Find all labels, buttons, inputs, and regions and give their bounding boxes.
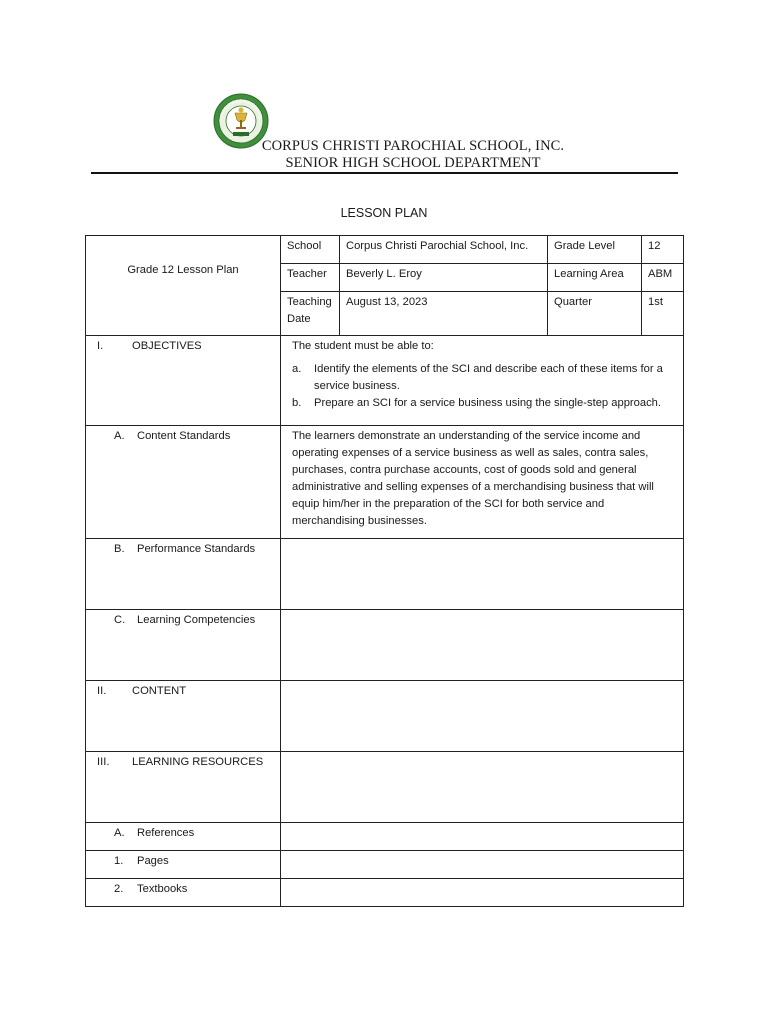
learning-competencies-heading: C. Learning Competencies: [114, 614, 256, 626]
teacher-label: Teacher: [287, 268, 327, 280]
teaching-date-label: Teaching Date: [287, 296, 332, 325]
objectives-list: [281, 361, 683, 412]
learning-resources-cell: [281, 752, 684, 823]
performance-standards-cell: [281, 539, 684, 610]
grade-level-label: Grade Level: [554, 240, 615, 252]
lesson-plan-table: [85, 235, 684, 907]
teaching-date-value: August 13, 2023: [346, 296, 428, 308]
content-standards-heading: A. Content Standards: [114, 430, 231, 442]
content-standards-text: The learners demonstrate an understanding of the service income and operating expenses of a service business as well as sales, contra sales, purchases, contra purchase accounts, cost of goods sold and general administrative and selling expenses of a merchandising business that will equip him/her in the preparation of the SCI for both service and merchandising businesses.: [292, 430, 654, 527]
performance-standards-heading: B. Performance Standards: [114, 543, 256, 555]
learning-competencies-cell: [281, 610, 684, 681]
school-name: CORPUS CHRISTI PAROCHIAL SCHOOL, INC.: [261, 138, 565, 154]
pages-heading: 1. Pages: [114, 855, 169, 867]
learning-area-label: Learning Area: [554, 268, 624, 280]
grade-level-value: 12: [648, 240, 661, 252]
school-label: School: [287, 240, 322, 252]
textbooks-cell: [281, 879, 684, 907]
textbooks-heading: 2. Textbooks: [114, 883, 188, 895]
objectives-heading: I. OBJECTIVES: [86, 336, 280, 355]
objectives-title: OBJECTIVES: [132, 340, 202, 352]
learning-area-value: ABM: [648, 268, 673, 280]
learning-resources-heading: III. LEARNING RESOURCES: [97, 756, 264, 768]
pages-cell: [281, 851, 684, 879]
document-title: LESSON PLAN: [340, 206, 428, 220]
quarter-value: 1st: [648, 296, 663, 308]
grade-title: Grade 12 Lesson Plan: [127, 264, 239, 276]
quarter-label: Quarter: [554, 296, 592, 308]
content-cell: [281, 681, 684, 752]
header-divider: [91, 172, 678, 174]
department-name: SENIOR HIGH SCHOOL DEPARTMENT: [285, 155, 541, 171]
list-item: a. Identify the elements of the SCI and describe each of these items for a service business.: [292, 363, 663, 392]
references-heading: A. References: [114, 827, 195, 839]
objectives-intro: The student must be able to:: [292, 340, 434, 352]
content-heading: II. CONTENT: [97, 685, 187, 697]
list-item: b. Prepare an SCI for a service business using the single-step approach.: [292, 397, 662, 409]
school-value: Corpus Christi Parochial School, Inc.: [346, 240, 529, 252]
grade-title-cell: [86, 236, 281, 336]
references-cell: [281, 823, 684, 851]
seal-text: CHRISTI PAROCHIAL SCHOOL: [217, 97, 264, 122]
teacher-value: Beverly L. Eroy: [346, 268, 422, 280]
